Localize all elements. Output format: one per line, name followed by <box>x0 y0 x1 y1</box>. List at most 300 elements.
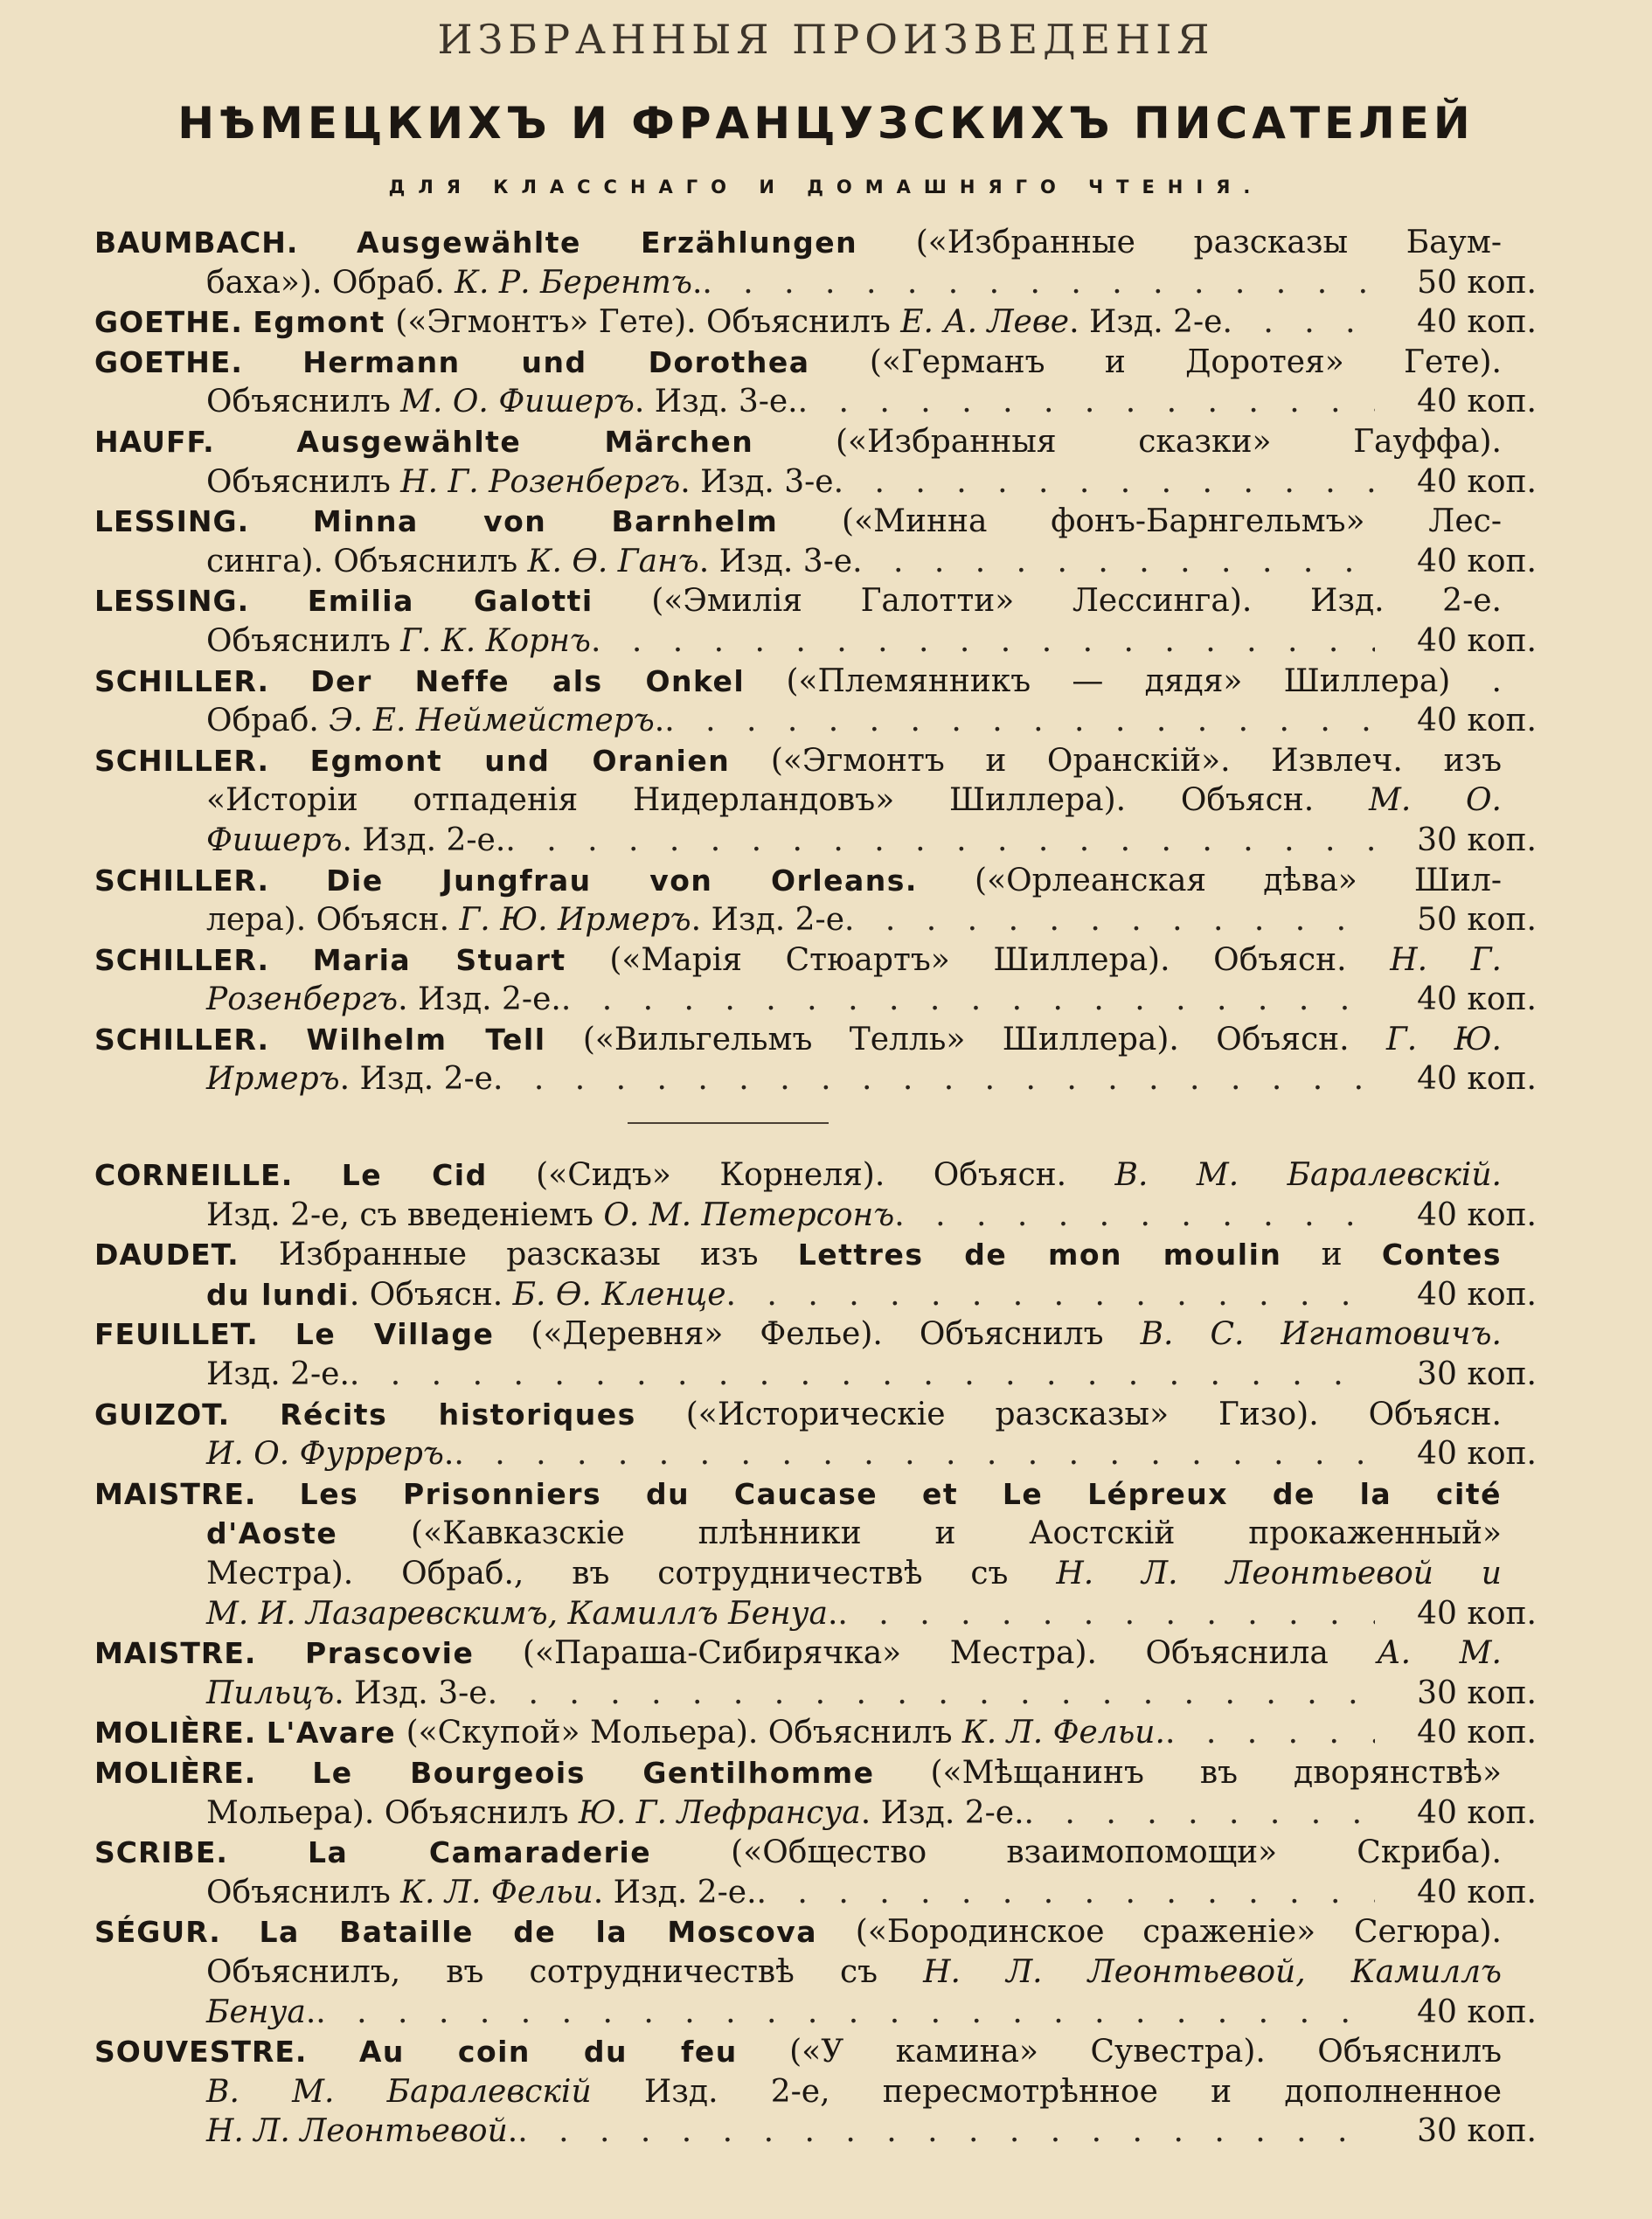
entry-text <box>94 1713 1165 1753</box>
entry-fragment: («Орлеанская дѣва» Шил- <box>917 862 1503 898</box>
dot-leader <box>837 1594 1375 1634</box>
catalog-entry <box>94 1833 1537 1912</box>
catalog-list <box>94 223 1537 2152</box>
entry-text <box>94 861 1537 901</box>
entry-line <box>94 1952 1537 1993</box>
entry-line <box>94 1753 1537 1793</box>
entry-text <box>206 1993 316 2033</box>
catalog-entry <box>94 861 1537 940</box>
entry-line <box>94 1594 1537 1634</box>
editor-name: Н. Л. Леонтьевой, Камиллъ <box>923 1953 1502 1990</box>
author-name: SCHILLER. <box>94 942 270 977</box>
catalog-entry <box>94 223 1537 302</box>
entry-text <box>206 542 852 582</box>
catalog-entry <box>94 741 1537 861</box>
editor-name: Фишеръ <box>206 822 343 858</box>
entry-fragment <box>228 1834 308 1870</box>
entry-text <box>94 581 1537 621</box>
entry-line <box>94 1314 1537 1355</box>
author-name: LESSING. <box>94 504 250 539</box>
entry-fragment <box>293 1157 341 1193</box>
price: 50 коп. <box>1417 264 1537 301</box>
editor-name: К. Л. Фельи <box>400 1874 593 1910</box>
author-name: HAUFF. <box>94 424 215 459</box>
entry-fragment: («Параша-Сибирячка» Местра). Объяснила <box>474 1635 1378 1672</box>
catalog-entry <box>94 940 1537 1020</box>
work-title: Hermann und Dorothea <box>302 344 810 379</box>
editor-name: А. М. <box>1377 1635 1502 1672</box>
entry-fragment: Мольера). Объяснилъ <box>206 1794 579 1831</box>
dot-leader <box>454 1434 1375 1474</box>
entry-text <box>206 1873 757 1913</box>
entry-fragment <box>221 1914 260 1950</box>
work-title: Wilhelm Tell <box>306 1022 546 1057</box>
author-name: MOLIÈRE. <box>94 1716 257 1751</box>
entry-fragment <box>269 863 326 898</box>
page-heading: НѢМЕЦКИХЪ И ФРАНЦУЗСКИХЪ ПИСАТЕЛЕЙ <box>177 98 1475 149</box>
entry-line <box>94 382 1537 422</box>
dot-leader <box>505 821 1375 861</box>
entry-line <box>94 1912 1537 1952</box>
work-title: Les Prisonniers du Caucase et Le Lépreux de la cité <box>299 1476 1502 1511</box>
author-name: SÉGUR. <box>94 1915 221 1950</box>
entry-fragment <box>256 1476 299 1512</box>
editor-name: К. Ѳ. Ганъ <box>527 543 699 579</box>
entry-line <box>94 1434 1537 1474</box>
entry-fragment: Объяснилъ, въ сотрудничествѣ съ <box>206 1953 924 1990</box>
author-name: SCRIBE. <box>94 1835 228 1870</box>
section-divider <box>628 1122 829 1124</box>
editor-name: К. Л. Фельи. <box>961 1715 1165 1751</box>
entry-text <box>94 502 1537 542</box>
catalog-entry <box>94 1633 1537 1713</box>
dot-leader <box>798 382 1375 422</box>
entry-fragment: («Эгмонтъ и Оранскій». Извлеч. изъ <box>730 742 1502 779</box>
entry-text <box>94 1753 1537 1793</box>
dot-leader <box>1222 302 1375 343</box>
editor-name: Н. Г. Розенбергъ <box>400 463 681 500</box>
price: 40 коп. <box>1417 703 1537 739</box>
editor-name: Э. Е. Неймейстеръ <box>329 703 655 739</box>
work-title: Récits historiques <box>280 1397 636 1432</box>
entry-fragment <box>269 1022 306 1057</box>
price: 40 коп. <box>1417 981 1537 1018</box>
entry-line <box>94 1873 1537 1913</box>
entry-text <box>94 1395 1537 1435</box>
entry-fragment: . <box>507 2113 518 2150</box>
catalog-entry <box>94 1474 1537 1633</box>
work-title: Le Bourgeois Gentilhomme <box>312 1755 875 1790</box>
work-title: Egmont <box>253 305 385 340</box>
entry-fragment: («Германъ и Доротея» Гете). <box>809 343 1502 380</box>
entry-line <box>94 263 1537 303</box>
price: 40 коп. <box>1417 1276 1537 1313</box>
dot-leader <box>561 980 1375 1020</box>
work-title: L'Avare <box>266 1716 397 1751</box>
editor-name: М. О. Фишеръ <box>400 384 635 420</box>
entry-fragment: («Избранныя сказки» Гауффа). <box>753 423 1502 460</box>
entry-fragment: лера). Объясн. <box>206 902 460 939</box>
entry-text <box>206 1355 350 1395</box>
entry-fragment: («Общество взаимопомощи» Скриба). <box>651 1834 1502 1871</box>
entry-text <box>206 1434 454 1474</box>
catalog-entry <box>94 1713 1537 1753</box>
entry-text <box>94 1912 1537 1952</box>
entry-line <box>94 1713 1537 1753</box>
entry-fragment <box>243 344 302 380</box>
dot-leader <box>702 263 1375 303</box>
dot-leader <box>488 1674 1375 1714</box>
price: 40 коп. <box>1417 1994 1537 2030</box>
author-name: GOETHE. <box>94 344 243 379</box>
entry-line <box>94 1474 1537 1515</box>
price: 30 коп. <box>1417 2113 1537 2150</box>
editor-name: О. М. Петерсонъ <box>603 1196 895 1233</box>
entry-line <box>94 741 1537 781</box>
entry-line <box>94 2032 1537 2072</box>
entry-text <box>206 1275 726 1315</box>
work-title: Contes <box>1381 1238 1502 1272</box>
entry-fragment: («У камина» Сувестра). Объяснилъ <box>737 2034 1502 2070</box>
entry-fragment: . Изд. 2-е <box>339 1061 493 1098</box>
entry-fragment: баха»). Обраб. <box>206 264 455 301</box>
catalog-entry <box>94 1020 1537 1099</box>
entry-line <box>94 1395 1537 1435</box>
work-title: Lettres de mon moulin <box>797 1238 1282 1272</box>
entry-text <box>94 940 1537 981</box>
entry-fragment: . <box>443 1436 455 1473</box>
entry-line <box>94 223 1537 263</box>
work-title: Le Cid <box>341 1158 488 1193</box>
entry-line <box>94 662 1537 702</box>
entry-text <box>206 462 834 503</box>
entry-text <box>94 741 1537 781</box>
editor-name: В. С. Игнатовичъ. <box>1140 1316 1502 1353</box>
entry-fragment: Местра). Обраб., въ сотрудничествѣ съ <box>206 1556 1057 1591</box>
entry-fragment: («Вильгельмъ Телль» Шиллера). Объясн. <box>545 1021 1386 1057</box>
work-title: Die Jungfrau von Orleans. <box>326 863 918 898</box>
author-name: SCHILLER. <box>94 1022 270 1057</box>
entry-text <box>206 1674 488 1714</box>
entry-line <box>94 780 1537 821</box>
entry-fragment: Объяснилъ <box>206 384 401 420</box>
entry-line <box>94 1793 1537 1834</box>
editor-name: В. М. Баралевскій. <box>1114 1157 1503 1194</box>
entry-text <box>206 1196 894 1236</box>
entry-text <box>206 263 702 303</box>
editor-name: М. И. Лазаревскимъ, Камиллъ Бенуа <box>206 1595 828 1632</box>
entry-line <box>94 1554 1537 1594</box>
work-title: Prascovie <box>305 1636 475 1671</box>
entry-line <box>94 940 1537 981</box>
price: 40 коп. <box>1417 1196 1537 1233</box>
entry-text <box>94 2032 1537 2072</box>
entry-text <box>94 1235 1537 1275</box>
editor-name: Г. К. Корнъ <box>400 622 591 659</box>
entry-text <box>94 1833 1537 1873</box>
editor-name: Е. А. Леве <box>900 304 1070 341</box>
entry-line <box>94 2112 1537 2152</box>
entry-fragment: Объяснилъ <box>206 463 401 500</box>
entry-line <box>94 462 1537 503</box>
editor-name: Н. Г. <box>1390 941 1502 978</box>
entry-line <box>94 900 1537 940</box>
entry-line <box>94 701 1537 741</box>
catalog-entry <box>94 302 1537 343</box>
catalog-entry <box>94 1395 1537 1474</box>
dot-leader <box>1024 1793 1375 1834</box>
price: 30 коп. <box>1417 1675 1537 1711</box>
entry-fragment: «Исторіи отпаденія Нидерландовъ» Шиллера). Объясн. <box>206 782 1369 819</box>
work-title: La Bataille de la Moscova <box>259 1915 818 1950</box>
dot-leader <box>664 701 1375 741</box>
editor-name: М. О. <box>1368 782 1502 819</box>
work-title: Der Neffe als Onkel <box>310 663 746 698</box>
entry-text <box>206 1594 837 1634</box>
author-name: DAUDET. <box>94 1238 239 1272</box>
entry-fragment: синга). Объяснилъ <box>206 543 528 579</box>
entry-line <box>94 1633 1537 1674</box>
entry-line <box>94 1235 1537 1275</box>
entry-line <box>94 302 1537 343</box>
editor-name: Розенбергъ <box>206 981 399 1018</box>
entry-text <box>94 1474 1537 1515</box>
dot-leader <box>834 462 1375 503</box>
editor-name: К. Р. Берентъ <box>455 264 692 301</box>
entry-text <box>206 1514 1537 1554</box>
dot-leader <box>316 1993 1375 2033</box>
editor-name: Н. Л. Леонтьевой <box>206 2113 508 2150</box>
catalog-entry <box>94 1912 1537 2032</box>
catalog-entry <box>94 1235 1537 1314</box>
entry-line <box>94 1833 1537 1873</box>
work-title: Au coin du feu <box>358 2035 738 2070</box>
entry-fragment <box>256 1715 266 1751</box>
entry-text <box>206 382 798 422</box>
catalog-entry <box>94 502 1537 581</box>
entry-fragment <box>259 1316 295 1352</box>
entry-fragment: . Изд. 3-е <box>334 1675 488 1711</box>
dot-leader <box>1165 1713 1375 1753</box>
author-name: MAISTRE. <box>94 1636 257 1671</box>
price: 30 коп. <box>1417 1356 1537 1393</box>
dot-leader <box>757 1873 1375 1913</box>
price: 50 коп. <box>1417 902 1537 939</box>
entry-text <box>206 1793 1024 1834</box>
entry-text <box>206 980 561 1020</box>
author-name: FEUILLET. <box>94 1317 259 1352</box>
entry-text <box>94 343 1537 383</box>
price: 40 коп. <box>1417 463 1537 500</box>
entry-text <box>206 780 1537 821</box>
entry-fragment: . Изд. 2-е. <box>593 1874 757 1910</box>
entry-fragment: («Бородинское сраженіе» Сегюра). <box>817 1914 1502 1951</box>
french-authors-section <box>94 1155 1537 2152</box>
entry-fragment <box>230 1397 280 1432</box>
entry-fragment: . Изд. 2-е <box>691 902 845 939</box>
entry-text <box>206 821 505 861</box>
editor-name: Г. Ю. Ирмеръ <box>459 902 691 939</box>
author-name: LESSING. <box>94 584 250 619</box>
entry-text <box>206 2072 1537 2112</box>
editor-name: Б. Ѳ. Кленце <box>512 1276 726 1313</box>
entry-line <box>94 621 1537 662</box>
entry-fragment: и <box>1281 1237 1382 1273</box>
entry-line <box>94 1514 1537 1554</box>
entry-fragment: («Племянникъ — дядя» Шиллера) . <box>745 662 1502 699</box>
entry-text <box>206 2112 517 2152</box>
work-title: Minna von Barnhelm <box>312 504 779 539</box>
editor-name: Ю. Г. Лефрансуа <box>578 1794 861 1831</box>
dot-leader <box>350 1355 1375 1395</box>
entry-text <box>206 1952 1537 1993</box>
catalog-entry <box>94 1155 1537 1235</box>
price: 40 коп. <box>1417 1595 1537 1632</box>
entry-line <box>94 980 1537 1020</box>
entry-fragment: («Минна фонъ-Барнгельмъ» Лес- <box>778 503 1502 540</box>
dot-leader <box>726 1275 1375 1315</box>
author-name: GOETHE. <box>94 305 243 340</box>
entry-line <box>94 1155 1537 1196</box>
price: 40 коп. <box>1417 622 1537 659</box>
entry-fragment: («Кавказскіе плѣнники и Аостскій прокаженный» <box>337 1515 1502 1552</box>
entry-text <box>94 662 1537 702</box>
entry-line <box>94 1059 1537 1099</box>
entry-fragment: («Скупой» Мольера). Объяснилъ <box>396 1715 962 1751</box>
page-title: ИЗБРАННЫЯ ПРОИЗВЕДЕНІЯ <box>437 16 1215 63</box>
entry-fragment: . Изд. 2-е. <box>398 981 561 1018</box>
editor-name: Г. Ю. <box>1385 1021 1502 1057</box>
editor-name: И. О. Фуррeръ <box>206 1436 444 1473</box>
author-name: MAISTRE. <box>94 1476 257 1511</box>
entry-fragment <box>249 503 313 539</box>
entry-text <box>206 621 591 662</box>
entry-fragment <box>307 2034 358 2070</box>
entry-text <box>94 1314 1537 1355</box>
catalog-entry <box>94 343 1537 422</box>
page-subheading: ДЛЯ КЛАССНАГО И ДОМАШНЯГО ЧТЕНІЯ. <box>388 177 1264 198</box>
author-name: SCHILLER. <box>94 863 270 898</box>
entry-fragment: Изд. 2-е, пересмотрѣнное и дополненное <box>591 2073 1503 2110</box>
entry-line <box>94 581 1537 621</box>
entry-line <box>94 1355 1537 1395</box>
entry-text <box>94 302 1222 343</box>
price: 40 коп. <box>1417 1794 1537 1831</box>
price: 40 коп. <box>1417 1061 1537 1098</box>
entry-fragment: («Избранные разсказы Баум- <box>857 225 1502 260</box>
entry-fragment: («Эмилія Галотти» Лессинга). Изд. 2-е. <box>593 583 1502 620</box>
entry-fragment: Объяснилъ <box>206 622 401 659</box>
catalog-entry <box>94 422 1537 502</box>
entry-line <box>94 1993 1537 2033</box>
entry-fragment: . <box>827 1595 838 1632</box>
entry-fragment: . <box>691 264 703 301</box>
entry-fragment: Объяснилъ <box>206 1874 401 1910</box>
editor-name: В. М. Баралевскій <box>206 2073 592 2110</box>
editor-name: Пильцъ <box>206 1675 335 1711</box>
entry-fragment: («Историческіе разсказы» Гизо). Объясн. <box>635 1396 1502 1432</box>
dot-leader <box>894 1196 1375 1236</box>
entry-text <box>94 1155 1537 1196</box>
price: 40 коп. <box>1417 543 1537 579</box>
price: 40 коп. <box>1417 1715 1537 1751</box>
work-title: Egmont und Oranien <box>309 743 731 778</box>
entry-fragment: . Изд. 2-е. <box>860 1794 1024 1831</box>
entry-fragment: Избранные разсказы изъ <box>239 1237 798 1273</box>
entry-line <box>94 422 1537 462</box>
entry-line <box>94 861 1537 901</box>
work-title: La Camaraderie <box>308 1835 652 1870</box>
entry-fragment: . <box>654 703 665 739</box>
catalog-entry <box>94 1753 1537 1833</box>
work-title: Le Village <box>295 1317 495 1352</box>
entry-fragment <box>269 663 310 699</box>
catalog-entry <box>94 581 1537 661</box>
entry-fragment: («Сидъ» Корнеля). Объясн. <box>487 1157 1115 1194</box>
editor-name: Ирмеръ <box>206 1061 340 1098</box>
entry-line <box>94 1196 1537 1236</box>
editor-name: Н. Л. Леонтьевой и <box>1056 1556 1502 1591</box>
catalog-entry <box>94 662 1537 741</box>
price: 40 коп. <box>1417 384 1537 420</box>
dot-leader <box>844 900 1375 940</box>
dot-leader <box>493 1059 1375 1099</box>
entry-fragment: («Деревня» Фелье). Объяснилъ <box>494 1316 1141 1353</box>
entry-text <box>94 1020 1537 1060</box>
entry-fragment: («Мѣщанинъ въ дворянствѣ» <box>874 1754 1502 1791</box>
entry-text <box>206 701 664 741</box>
author-name: MOLIÈRE. <box>94 1755 257 1790</box>
entry-fragment <box>269 743 310 779</box>
entry-text <box>206 1059 493 1099</box>
entry-fragment <box>249 583 308 619</box>
entry-fragment: . Изд. 3-е <box>698 543 853 579</box>
entry-fragment: . Изд. 2-е. <box>342 822 506 858</box>
price: 30 коп. <box>1417 822 1537 858</box>
catalog-entry <box>94 2032 1537 2152</box>
entry-fragment: («Эгмонтъ» Гете). Объяснилъ <box>385 304 901 341</box>
entry-line <box>94 343 1537 383</box>
work-title: Maria Stuart <box>312 942 566 977</box>
work-title: Ausgewählte Märchen <box>296 424 754 459</box>
price: 40 коп. <box>1417 1436 1537 1473</box>
entry-fragment <box>256 1755 312 1791</box>
entry-fragment: . Объясн. <box>349 1276 513 1313</box>
dot-leader <box>591 621 1375 662</box>
entry-line <box>94 1020 1537 1060</box>
entry-line <box>94 821 1537 861</box>
entry-line <box>94 542 1537 582</box>
entry-fragment <box>298 225 357 260</box>
entry-line <box>94 502 1537 542</box>
work-title: du lundi <box>206 1277 350 1312</box>
entry-text <box>94 1633 1537 1674</box>
entry-line <box>94 2072 1537 2112</box>
entry-fragment: Обраб. <box>206 703 330 739</box>
price: 40 коп. <box>1417 1874 1537 1910</box>
entry-fragment: . Изд. 3-е. <box>634 384 798 420</box>
entry-fragment <box>256 1635 305 1671</box>
entry-fragment: . Изд. 2-е <box>1069 304 1223 341</box>
work-title: Emilia Galotti <box>307 584 593 619</box>
entry-fragment: . Изд. 3-е <box>680 463 834 500</box>
dot-leader <box>517 2112 1375 2152</box>
entry-fragment <box>243 304 253 340</box>
entry-fragment: Изд. 2-е, съ введеніемъ <box>206 1196 604 1233</box>
work-title: Ausgewählte Erzählungen <box>357 225 858 260</box>
entry-fragment: Изд. 2-е. <box>206 1356 350 1393</box>
author-name: CORNEILLE. <box>94 1158 294 1193</box>
